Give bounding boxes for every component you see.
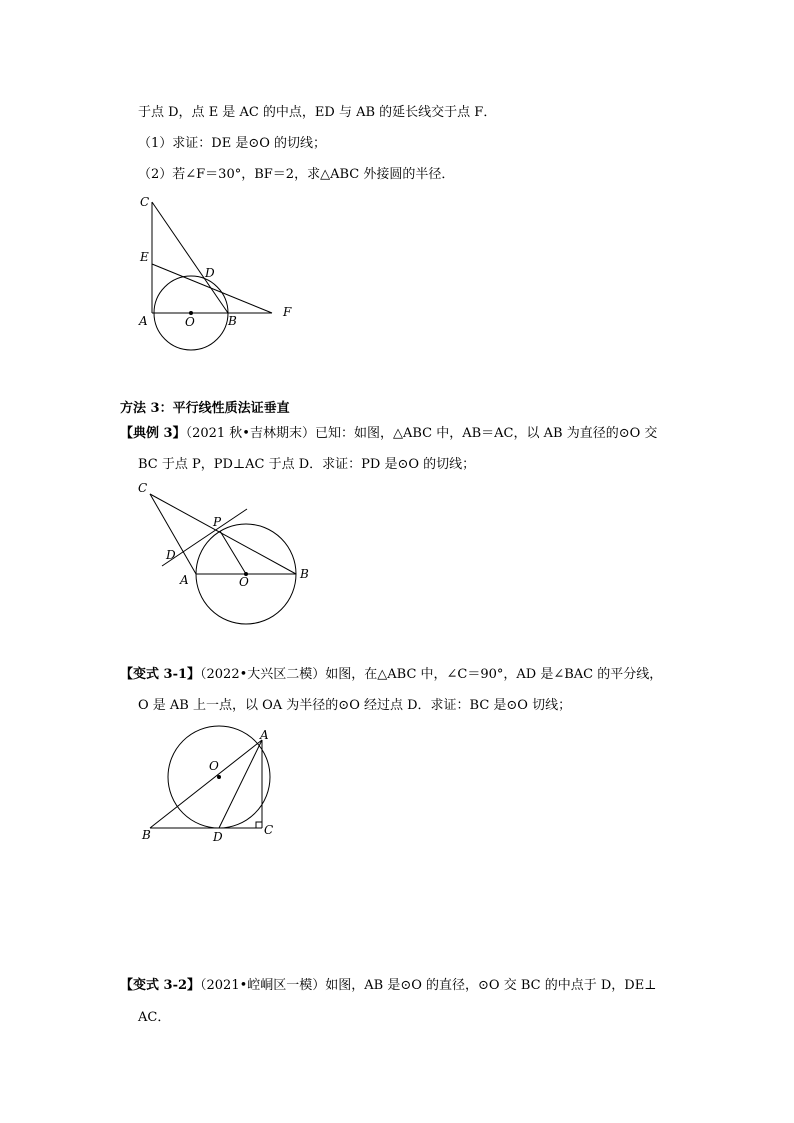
figure2-label-O: O: [239, 575, 249, 589]
figure2-label-B: B: [300, 567, 309, 581]
figure2-segment-CA: [150, 494, 196, 574]
figure2-segment-CB: [150, 494, 296, 574]
problem-part-2: （2）若∠F＝30°，BF＝2，求△ABC 外接圆的半径．: [138, 167, 455, 182]
problem-text-line: 于点 D，点 E 是 AC 的中点，ED 与 AB 的延长线交于点 F．: [138, 105, 497, 120]
figure1-segment-CB: [152, 202, 228, 313]
figure3-segment-AD: [219, 740, 262, 828]
figure2-label-A: A: [180, 573, 189, 587]
figure3-label-C: C: [264, 823, 274, 837]
figure2-label-D: D: [166, 548, 176, 562]
variant-3-1-line-2: O 是 AB 上一点，以 OA 为半径的⊙O 经过点 D．求证：BC 是⊙O 切线；: [138, 698, 572, 713]
variant-3-2-text: （2021•崆峒区一模）如图，AB 是⊙O 的直径，⊙O 交 BC 的中点于 D，DE⊥: [200, 978, 657, 993]
problem-part-1: （1）求证：DE 是⊙O 的切线；: [138, 136, 326, 151]
figure1-label-O: O: [185, 315, 195, 329]
figure1-label-B: B: [228, 314, 237, 328]
section-heading: 方法 3：平行线性质法证垂直: [120, 401, 290, 416]
figure3-label-B: B: [142, 828, 151, 842]
variant-3-2-line-1: [120, 977, 656, 995]
variant-3-1-tag: 【变式 3-1】: [120, 667, 201, 682]
variant-3-1-line-1: [120, 666, 662, 684]
variant-3-2-line-2: AC．: [138, 1010, 171, 1025]
figure-tangent-circle-2: [130, 478, 320, 628]
figure1-label-A: A: [139, 314, 148, 328]
figure3-center-dot: [217, 775, 221, 779]
figure2-label-C: C: [138, 481, 148, 495]
example-text-line-2: BC 于点 P，PD⊥AC 于点 D．求证：PD 是⊙O 的切线；: [138, 457, 476, 472]
example-text: （2021 秋•吉林期末）已知：如图，△ABC 中，AB＝AC，以 AB 为直径的⊙O 交: [185, 426, 658, 441]
example-tag: 【典例 3】: [120, 426, 186, 441]
figure3-label-D: D: [213, 830, 223, 844]
figure-tangent-circle-3: [135, 725, 285, 850]
figure3-label-A: A: [260, 728, 269, 742]
figure3-right-angle-mark: [256, 822, 262, 828]
figure3-label-O: O: [209, 759, 219, 773]
example-text-line-1: [120, 425, 657, 443]
figure2-segment-PO: [220, 531, 246, 574]
figure1-label-F: F: [283, 305, 292, 319]
figure-tangent-circle-1: [130, 190, 310, 360]
figure1-label-C: C: [140, 195, 150, 209]
figure1-label-D: D: [205, 266, 215, 280]
figure3-segment-AB: [150, 740, 262, 828]
variant-3-1-text: （2022•大兴区二模）如图，在△ABC 中，∠C＝90°，AD 是∠BAC 的平分线，: [200, 667, 663, 682]
figure2-label-P: P: [213, 515, 222, 529]
figure1-label-E: E: [140, 250, 149, 264]
variant-3-2-tag: 【变式 3-2】: [120, 978, 201, 993]
